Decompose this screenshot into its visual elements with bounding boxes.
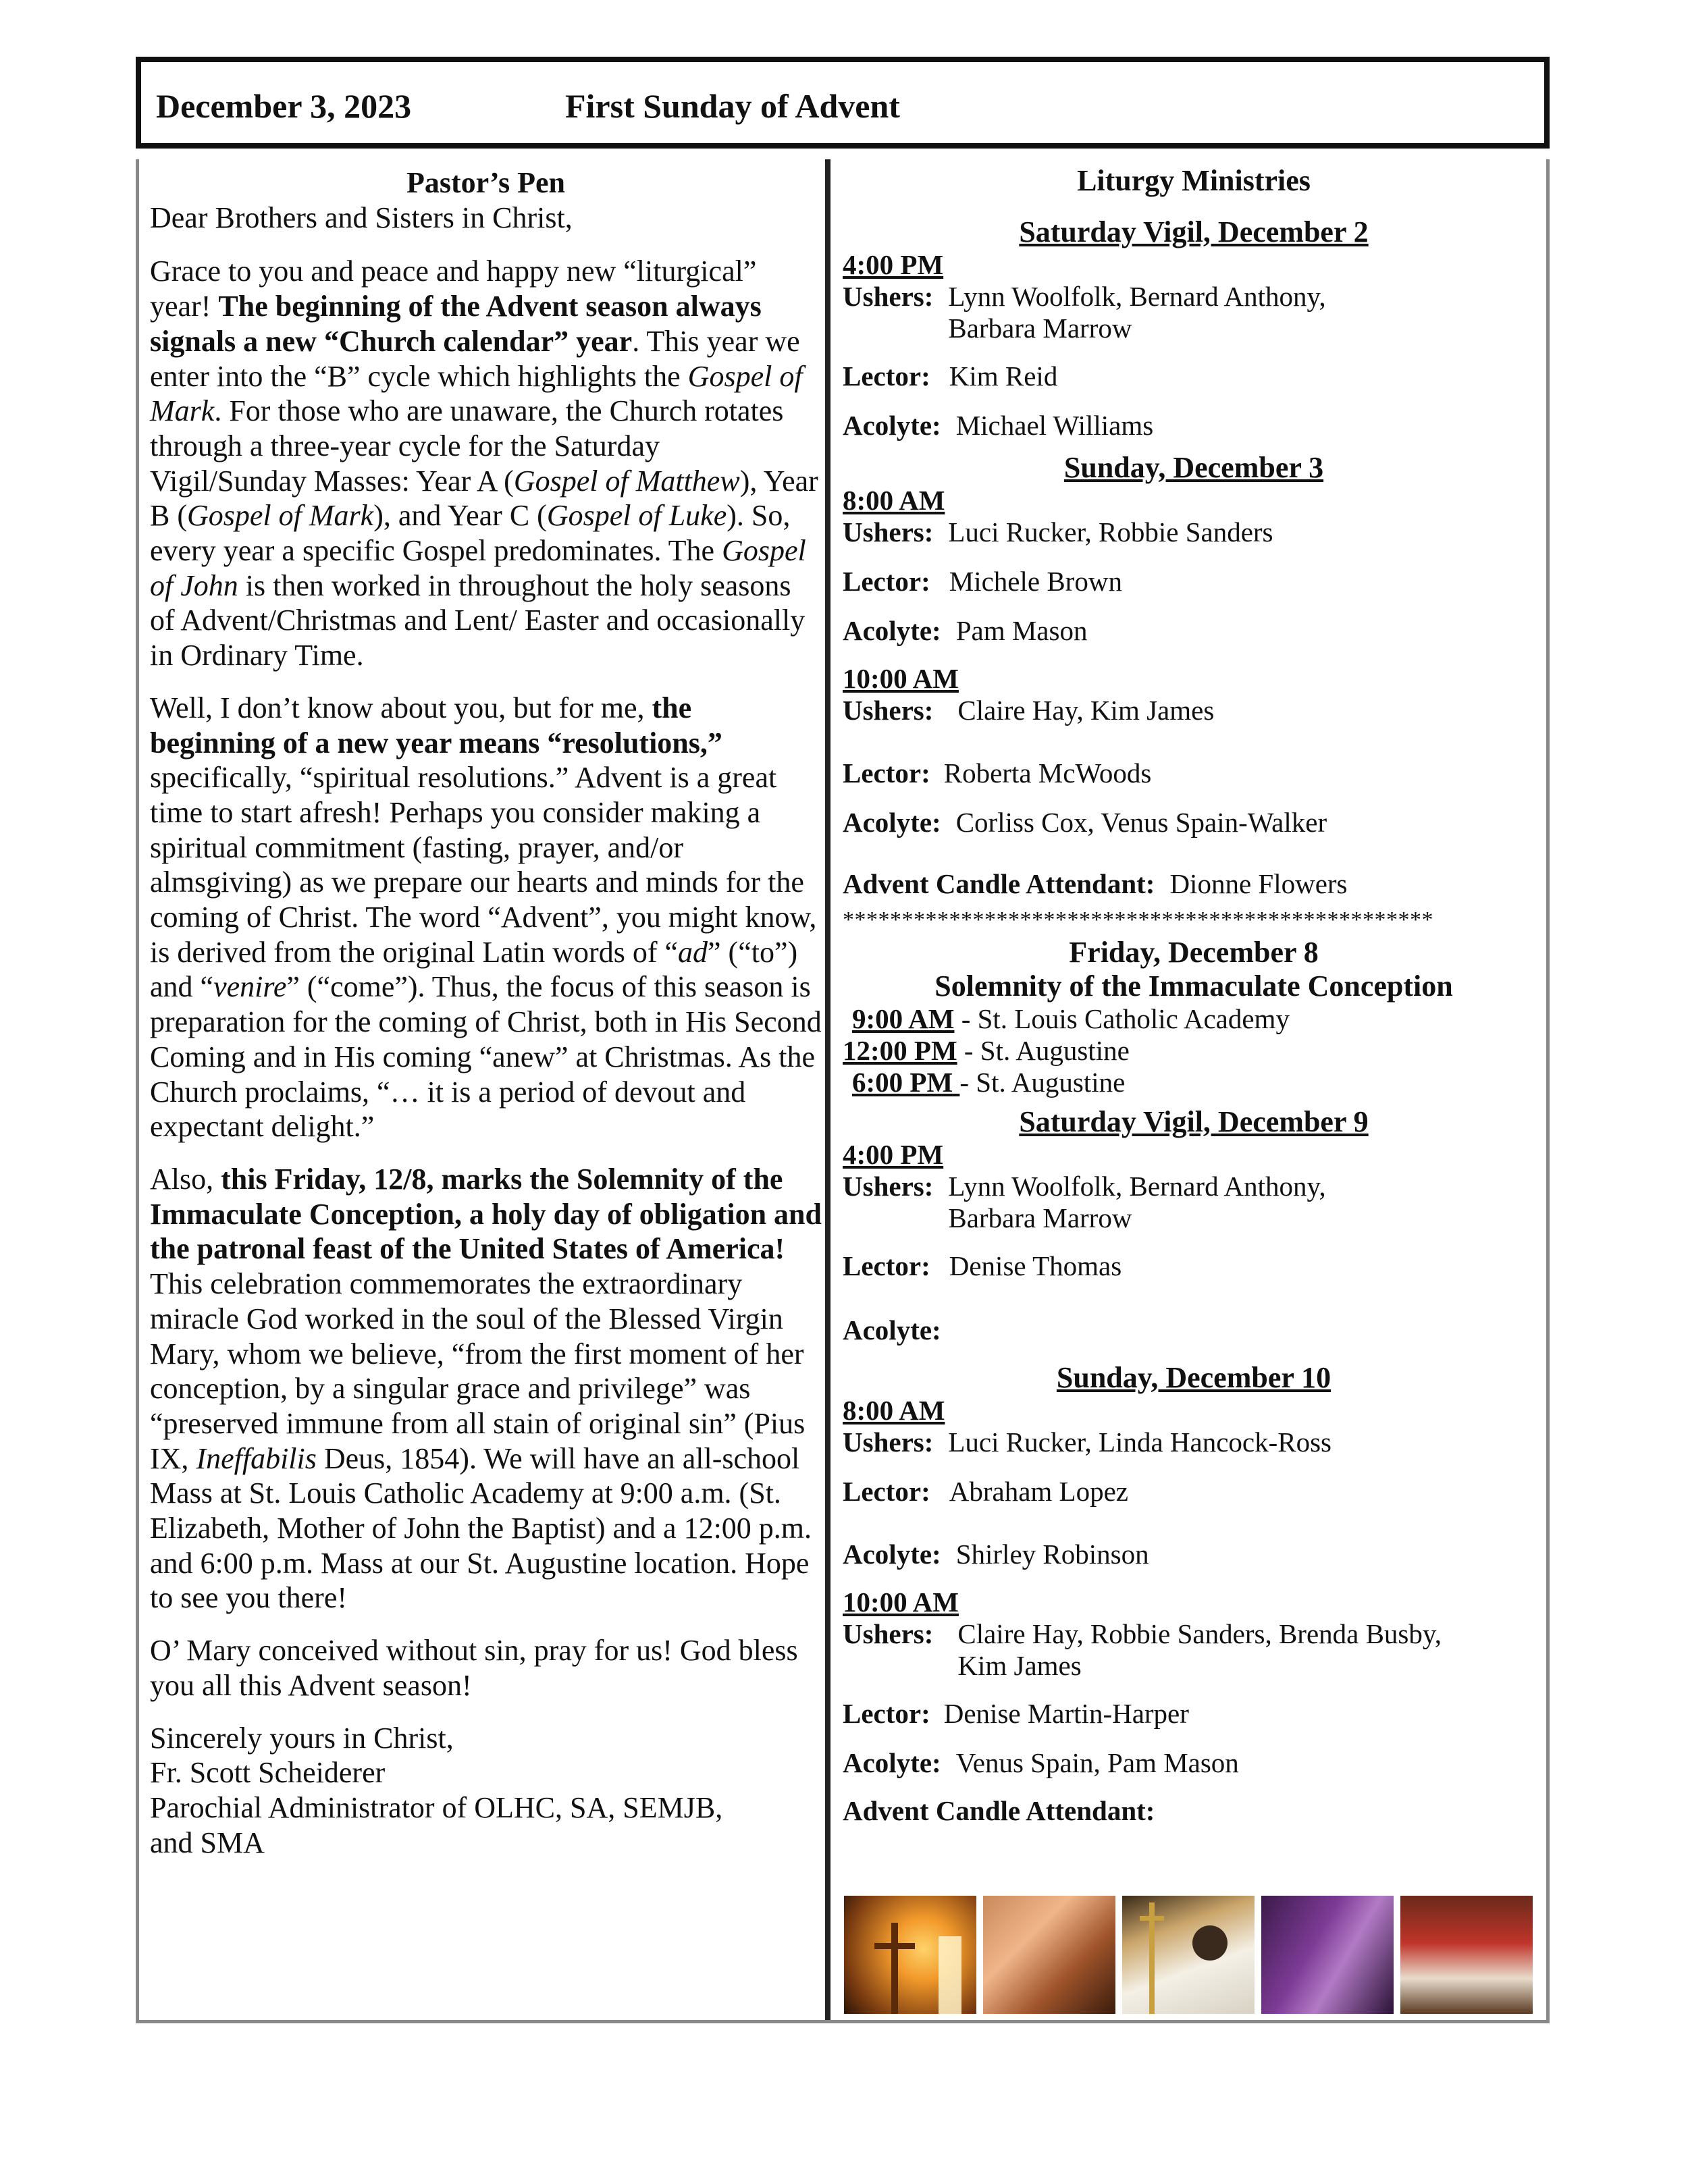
sun2-time-2: 10:00 AM [843, 1587, 959, 1618]
right-border [1546, 159, 1550, 2023]
signature-name: Fr. Scott Scheiderer [150, 1756, 386, 1790]
photo-praying-hands [983, 1896, 1115, 2014]
photo-purple-advent-cloth [1261, 1896, 1394, 2014]
bulletin-header [136, 57, 1550, 149]
column-divider [825, 159, 830, 2023]
signature-role-line-1: Parochial Administrator of OLHC, SA, SEMJB, [150, 1790, 723, 1824]
pastor-pen-title: Pastor’s Pen [406, 166, 565, 199]
sun2-acolyte-2: Acolyte: Venus Spain, Pam Mason [843, 1747, 1239, 1778]
photo-crucifix-candle [844, 1896, 976, 2014]
sunday-dec3-heading: Sunday, December 3 [1063, 451, 1324, 484]
pastor-pen-paragraph-1: Grace to you and peace and happy new “liturgical” year! The beginning of the Advent season always signals a new “Church calendar” year. This year we enter into the “B” cycle which highlights the Gospel of Mark. For those who are unaware, the Church rotates through a three-year cycle for the Saturday Vigil/Sunday Masses: Year A (Gospel of Matthew), Year B (Gospel of Mark), and Year C (Gospel of Luke). So, every year a specific Gospel predominates. The Gospel of John is then worked in throughout the holy seasons of Advent/Christmas and Lent/ Easter and occasionally in Ordinary Time. [150, 255, 818, 672]
saturday-vigil-dec2-heading: Saturday Vigil, December 2 [1019, 215, 1369, 248]
photo-choir-singers [1400, 1896, 1533, 2014]
sun1-lector-1: Lector: Michele Brown [843, 566, 1122, 597]
sun2-ushers-1: Ushers: Luci Rucker, Linda Hancock-Ross [843, 1427, 1332, 1458]
crucifix-icon [844, 1896, 976, 2014]
photo-strip [844, 1896, 1533, 2014]
friday-mass-1: 9:00 AM - St. Louis Catholic Academy [852, 1003, 1290, 1034]
sat1-time: 4:00 PM [843, 249, 944, 280]
bulletin-title: First Sunday of Advent [565, 87, 900, 125]
sun2-ushers-2: Ushers: Claire Hay, Robbie Sanders, Brenda Busby, Kim James [843, 1618, 1442, 1681]
sunday-dec10-heading: Sunday, December 10 [1056, 1361, 1331, 1394]
sun1-time-2: 10:00 AM [843, 663, 959, 694]
saturday-vigil-dec9-heading: Saturday Vigil, December 9 [1019, 1105, 1369, 1138]
pastor-pen-paragraph-4: O’ Mary conceived without sin, pray for us! God bless you all this Advent season! [150, 1634, 798, 1702]
sun2-acolyte-1: Acolyte: Shirley Robinson [843, 1539, 1149, 1570]
sun2-lector-2: Lector: Denise Martin-Harper [843, 1698, 1189, 1729]
friday-mass-3: 6:00 PM - St. Augustine [852, 1067, 1126, 1098]
sat2-acolyte: Acolyte: [843, 1314, 941, 1346]
sat1-acolyte: Acolyte: Michael Williams [843, 410, 1154, 441]
pastor-pen-paragraph-2: Well, I don’t know about you, but for me, the beginning of a new year means “resolutions,” specifically, “spiritual resolutions.” Advent is a great time to start afresh! Perhaps you consider making a spiritual commitment (fasting, prayer, and/or almsgiving) as we prepare our hearts and minds for the coming of Christ. The word “Advent”, you might know, is derived from the original Latin words of “ad” (“to”) and “venire” (“come”). Thus, the focus of this season is preparation for the coming of Christ, both in His Second Coming and in His coming “anew” at Christmas. As the Church proclaims, “… it is a period of devout and expectant delight.” [150, 691, 822, 1144]
friday-mass-2: 12:00 PM - St. Augustine [843, 1035, 1130, 1066]
sun1-ushers-2: Ushers: Claire Hay, Kim James [843, 695, 1215, 726]
sat2-lector: Lector: Denise Thomas [843, 1250, 1122, 1281]
sun1-lector-2: Lector: Roberta McWoods [843, 757, 1152, 789]
bottom-border [136, 2020, 1550, 2023]
pastor-pen-column [150, 165, 822, 1860]
sun2-time-1: 8:00 AM [843, 1395, 945, 1426]
sun1-ushers-1: Ushers: Luci Rucker, Robbie Sanders [843, 516, 1273, 548]
left-border [136, 159, 139, 2023]
liturgy-title: Liturgy Ministries [1077, 164, 1311, 197]
sun2-candle-attendant: Advent Candle Attendant: [843, 1795, 1155, 1826]
pastor-pen-signoff [150, 1721, 822, 1861]
sat2-time: 4:00 PM [843, 1139, 944, 1170]
pastor-pen-paragraph-3: Also, this Friday, 12/8, marks the Solemnity of the Immaculate Conception, a holy day of obligation and the patronal feast of the United States of America! This celebration commemorates the extraordinary miracle God worked in the soul of the Blessed Virgin Mary, whom we believe, “from the first moment of her conception, by a singular grace and privilege” was “preserved immune from all stain of original sin” (Pius IX, Ineffabilis Deus, 1854). We will have an all-school Mass at St. Louis Catholic Academy at 9:00 a.m. (St. Elizabeth, Mother of John the Baptist) and a 12:00 p.m. and 6:00 p.m. Mass at our St. Augustine location. Hope to see you there! [150, 1162, 822, 1615]
sat1-ushers: Ushers: Lynn Woolfolk, Bernard Anthony, Barbara Marrow [843, 281, 1326, 344]
sat1-lector: Lector: Kim Reid [843, 361, 1058, 392]
photo-acolyte-with-cross [1122, 1896, 1255, 2014]
sat2-ushers: Ushers: Lynn Woolfolk, Bernard Anthony, Barbara Marrow [843, 1171, 1326, 1233]
sun1-acolyte-2: Acolyte: Corliss Cox, Venus Spain-Walker [843, 807, 1327, 838]
immaculate-conception-heading: Solemnity of the Immaculate Conception [934, 969, 1453, 1003]
friday-dec8-heading: Friday, December 8 [1069, 936, 1319, 969]
bulletin-date: December 3, 2023 [156, 87, 412, 125]
sun1-candle-attendant: Advent Candle Attendant: Dionne Flowers [843, 868, 1348, 899]
section-divider-stars: ************************************************** [843, 907, 1433, 932]
sun2-lector-1: Lector: Abraham Lopez [843, 1476, 1128, 1507]
closing-line: Sincerely yours in Christ, [150, 1721, 454, 1755]
sun1-time-1: 8:00 AM [843, 485, 945, 516]
processional-cross-icon [1122, 1896, 1255, 2014]
liturgy-column [843, 164, 1545, 1827]
pastor-pen-greeting: Dear Brothers and Sisters in Christ, [150, 201, 573, 234]
signature-role-line-2: and SMA [150, 1826, 265, 1859]
sun1-acolyte-1: Acolyte: Pam Mason [843, 615, 1088, 646]
